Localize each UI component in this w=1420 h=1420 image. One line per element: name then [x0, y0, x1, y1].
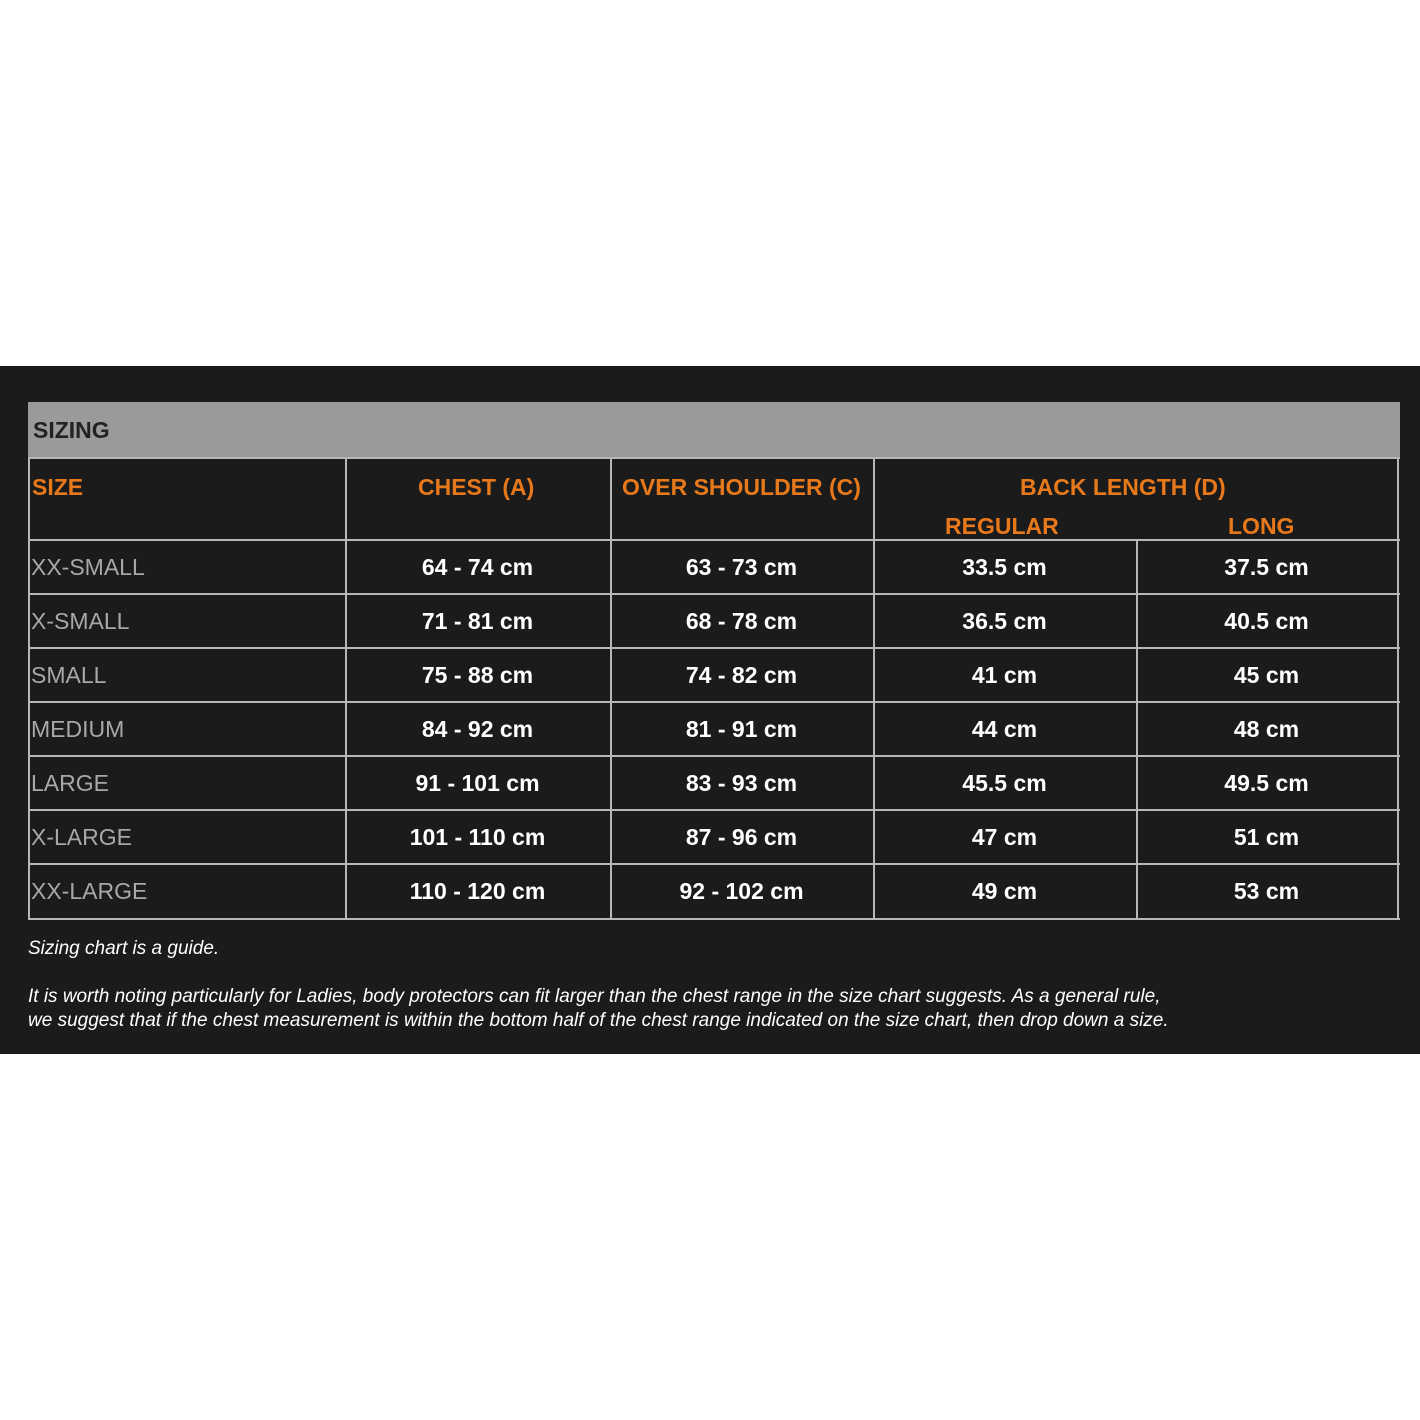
sizing-title: SIZING: [33, 417, 110, 443]
note-line-2: we suggest that if the chest measurement is within the bottom half of the chest range indicated on the size chart, then drop down a size.: [28, 1010, 1169, 1031]
header-regular: REGULAR: [945, 513, 1059, 539]
chest-value: 64 - 74 cm: [421, 554, 534, 580]
size-label: LARGE: [31, 770, 109, 796]
note-line-1: It is worth noting particularly for Ladies, body protectors can fit larger than the chest range in the size chart suggests. As a general rule,: [28, 986, 1161, 1007]
grid-line-horizontal: [28, 809, 1400, 811]
grid-line-horizontal: [28, 457, 1400, 459]
grid-line-vertical: [345, 457, 347, 920]
chest-value: 91 - 101 cm: [415, 770, 540, 796]
size-label: XX-LARGE: [31, 878, 148, 904]
back-length-long-value: 51 cm: [1233, 824, 1300, 850]
note-guide: Sizing chart is a guide.: [28, 938, 220, 959]
grid-line-horizontal: [28, 918, 1400, 920]
grid-line-vertical: [873, 457, 875, 920]
shoulder-value: 92 - 102 cm: [679, 878, 804, 904]
back-length-long-value: 40.5 cm: [1224, 608, 1309, 634]
header-size: SIZE: [32, 474, 84, 500]
chest-value: 84 - 92 cm: [421, 716, 534, 742]
grid-line-horizontal: [28, 863, 1400, 865]
grid-line-vertical: [610, 457, 612, 920]
grid-line-horizontal: [28, 701, 1400, 703]
back-length-regular-value: 49 cm: [971, 878, 1038, 904]
chest-value: 75 - 88 cm: [421, 662, 534, 688]
size-label: X-LARGE: [31, 824, 132, 850]
grid-line-vertical: [1397, 457, 1399, 920]
header-chest: CHEST (A): [418, 474, 535, 500]
chest-value: 101 - 110 cm: [409, 824, 546, 850]
size-label: X-SMALL: [31, 608, 130, 634]
back-length-long-value: 53 cm: [1233, 878, 1300, 904]
grid-line-horizontal: [28, 755, 1400, 757]
back-length-regular-value: 44 cm: [971, 716, 1038, 742]
header-over-shoulder: OVER SHOULDER (C): [622, 474, 861, 500]
back-length-long-value: 49.5 cm: [1224, 770, 1309, 796]
shoulder-value: 63 - 73 cm: [685, 554, 798, 580]
back-length-regular-value: 45.5 cm: [962, 770, 1047, 796]
shoulder-value: 87 - 96 cm: [685, 824, 798, 850]
size-label: XX-SMALL: [31, 554, 145, 580]
header-long: LONG: [1228, 513, 1295, 539]
sizing-panel: [0, 366, 1420, 1054]
back-length-long-value: 48 cm: [1233, 716, 1300, 742]
size-label: MEDIUM: [31, 716, 125, 742]
grid-line-horizontal: [28, 593, 1400, 595]
header-back-length: BACK LENGTH (D): [1020, 474, 1226, 500]
back-length-long-value: 45 cm: [1233, 662, 1300, 688]
back-length-regular-value: 47 cm: [971, 824, 1038, 850]
back-length-long-value: 37.5 cm: [1224, 554, 1309, 580]
shoulder-value: 68 - 78 cm: [685, 608, 798, 634]
shoulder-value: 83 - 93 cm: [685, 770, 798, 796]
grid-line-vertical: [28, 457, 30, 920]
chest-value: 71 - 81 cm: [421, 608, 534, 634]
back-length-regular-value: 36.5 cm: [962, 608, 1047, 634]
shoulder-value: 81 - 91 cm: [685, 716, 798, 742]
chest-value: 110 - 120 cm: [409, 878, 546, 904]
shoulder-value: 74 - 82 cm: [685, 662, 798, 688]
size-label: SMALL: [31, 662, 107, 688]
grid-line-horizontal: [28, 647, 1400, 649]
grid-line-horizontal: [28, 539, 1400, 541]
back-length-regular-value: 33.5 cm: [962, 554, 1047, 580]
back-length-regular-value: 41 cm: [971, 662, 1038, 688]
